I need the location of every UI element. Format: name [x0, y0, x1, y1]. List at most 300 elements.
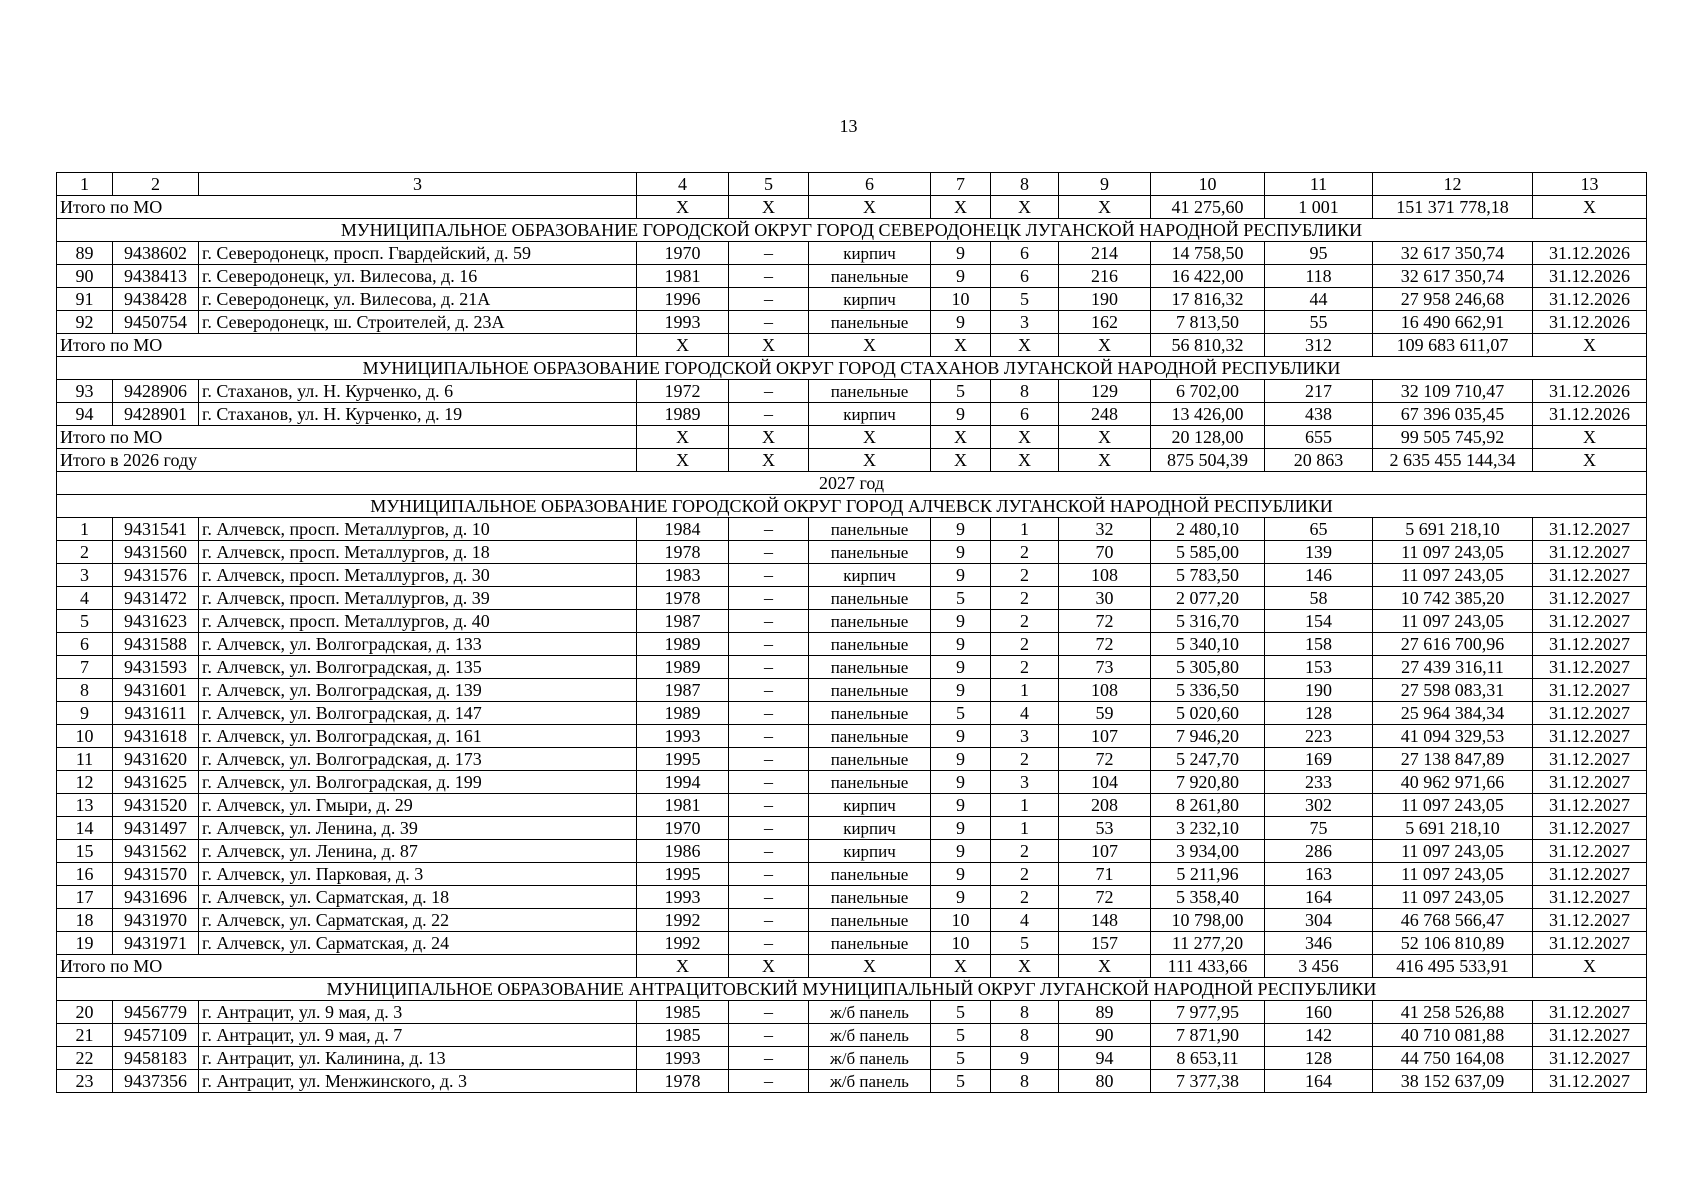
address: г. Алчевск, ул. Сарматская, д. 24 [199, 932, 637, 955]
area: 16 422,00 [1151, 265, 1265, 288]
total-cell: Х [991, 196, 1059, 219]
apartments: 108 [1059, 564, 1151, 587]
column-number: 11 [1265, 173, 1373, 196]
demolition-year: – [729, 794, 809, 817]
cost: 27 958 246,68 [1373, 288, 1533, 311]
residents: 128 [1265, 1047, 1373, 1070]
column-number: 6 [809, 173, 931, 196]
residents: 163 [1265, 863, 1373, 886]
row-number: 6 [57, 633, 113, 656]
total-row [57, 449, 1647, 472]
entrances: 4 [991, 909, 1059, 932]
floors: 9 [931, 817, 991, 840]
year-built: 1987 [637, 679, 729, 702]
building-id: 9431541 [113, 518, 199, 541]
year-built: 1972 [637, 380, 729, 403]
entrances: 8 [991, 380, 1059, 403]
wall-material: кирпич [809, 242, 931, 265]
apartments: 53 [1059, 817, 1151, 840]
residents: 55 [1265, 311, 1373, 334]
deadline: 31.12.2027 [1533, 679, 1647, 702]
building-id: 9431593 [113, 656, 199, 679]
apartments: 32 [1059, 518, 1151, 541]
section-title: МУНИЦИПАЛЬНОЕ ОБРАЗОВАНИЕ ГОРОДСКОЙ ОКРУГ ГОРОД СЕВЕРОДОНЕЦК ЛУГАНСКОЙ НАРОДНОЙ РЕСПУБЛИКИ [57, 219, 1647, 242]
row-number: 5 [57, 610, 113, 633]
total-cell: Х [637, 334, 729, 357]
year-built: 1986 [637, 840, 729, 863]
entrances: 3 [991, 311, 1059, 334]
area: 2 480,10 [1151, 518, 1265, 541]
apartments: 90 [1059, 1024, 1151, 1047]
building-id: 9431971 [113, 932, 199, 955]
total-cell: Х [637, 955, 729, 978]
building-id: 9431576 [113, 564, 199, 587]
total-cell: Х [931, 426, 991, 449]
deadline: 31.12.2026 [1533, 265, 1647, 288]
column-number: 8 [991, 173, 1059, 196]
deadline: 31.12.2026 [1533, 288, 1647, 311]
floors: 5 [931, 1047, 991, 1070]
year-built: 1981 [637, 265, 729, 288]
total-cell: Х [1059, 955, 1151, 978]
entrances: 2 [991, 863, 1059, 886]
year-built: 1970 [637, 242, 729, 265]
table-row [57, 725, 1647, 748]
residents: 217 [1265, 380, 1373, 403]
address: г. Алчевск, просп. Металлургов, д. 39 [199, 587, 637, 610]
table-row [57, 748, 1647, 771]
cost: 32 617 350,74 [1373, 265, 1533, 288]
total-label: Итого по МО [57, 334, 637, 357]
area: 5 211,96 [1151, 863, 1265, 886]
apartments: 73 [1059, 656, 1151, 679]
floors: 9 [931, 633, 991, 656]
column-number: 10 [1151, 173, 1265, 196]
cost: 10 742 385,20 [1373, 587, 1533, 610]
deadline: 31.12.2027 [1533, 610, 1647, 633]
demolition-year: – [729, 403, 809, 426]
building-id: 9458183 [113, 1047, 199, 1070]
building-id: 9431611 [113, 702, 199, 725]
table-row [57, 702, 1647, 725]
cost: 46 768 566,47 [1373, 909, 1533, 932]
table-row [57, 1024, 1647, 1047]
demolition-year: – [729, 587, 809, 610]
demolition-year: – [729, 518, 809, 541]
floors: 9 [931, 794, 991, 817]
wall-material: кирпич [809, 564, 931, 587]
total-cell: 111 433,66 [1151, 955, 1265, 978]
wall-material: панельные [809, 679, 931, 702]
building-id: 9431520 [113, 794, 199, 817]
demolition-year: – [729, 909, 809, 932]
table-row [57, 1070, 1647, 1093]
building-id: 9457109 [113, 1024, 199, 1047]
cost: 11 097 243,05 [1373, 794, 1533, 817]
address: г. Алчевск, ул. Ленина, д. 87 [199, 840, 637, 863]
total-label: Итого по МО [57, 955, 637, 978]
building-id: 9431570 [113, 863, 199, 886]
wall-material: ж/б панель [809, 1024, 931, 1047]
apartments: 72 [1059, 610, 1151, 633]
column-number: 3 [199, 173, 637, 196]
area: 7 920,80 [1151, 771, 1265, 794]
row-number: 92 [57, 311, 113, 334]
area: 5 336,50 [1151, 679, 1265, 702]
row-number: 19 [57, 932, 113, 955]
row-number: 20 [57, 1001, 113, 1024]
area: 5 783,50 [1151, 564, 1265, 587]
building-id: 9431560 [113, 541, 199, 564]
row-number: 11 [57, 748, 113, 771]
demolition-year: – [729, 541, 809, 564]
row-number: 22 [57, 1047, 113, 1070]
area: 7 871,90 [1151, 1024, 1265, 1047]
deadline: 31.12.2027 [1533, 771, 1647, 794]
wall-material: кирпич [809, 288, 931, 311]
column-number: 7 [931, 173, 991, 196]
area: 5 585,00 [1151, 541, 1265, 564]
address: г. Алчевск, ул. Гмыри, д. 29 [199, 794, 637, 817]
demolition-year: – [729, 702, 809, 725]
entrances: 6 [991, 403, 1059, 426]
entrances: 6 [991, 242, 1059, 265]
table-row [57, 518, 1647, 541]
floors: 5 [931, 1001, 991, 1024]
residents: 438 [1265, 403, 1373, 426]
section-title: МУНИЦИПАЛЬНОЕ ОБРАЗОВАНИЕ АНТРАЦИТОВСКИЙ МУНИЦИПАЛЬНЫЙ ОКРУГ ЛУГАНСКОЙ НАРОДНОЙ РЕСПУБЛИКИ [57, 978, 1647, 1001]
total-cell: 655 [1265, 426, 1373, 449]
cost: 16 490 662,91 [1373, 311, 1533, 334]
floors: 10 [931, 932, 991, 955]
row-number: 8 [57, 679, 113, 702]
year-built: 1989 [637, 403, 729, 426]
deadline: 31.12.2027 [1533, 886, 1647, 909]
apartments: 148 [1059, 909, 1151, 932]
section-title: 2027 год [57, 472, 1647, 495]
row-number: 16 [57, 863, 113, 886]
deadline: 31.12.2027 [1533, 1001, 1647, 1024]
total-row [57, 196, 1647, 219]
cost: 67 396 035,45 [1373, 403, 1533, 426]
column-number: 5 [729, 173, 809, 196]
floors: 9 [931, 541, 991, 564]
section-header-row [57, 357, 1647, 380]
demolition-year: – [729, 610, 809, 633]
wall-material: кирпич [809, 840, 931, 863]
total-label: Итого в 2026 году [57, 449, 637, 472]
building-id: 9438428 [113, 288, 199, 311]
cost: 52 106 810,89 [1373, 932, 1533, 955]
floors: 9 [931, 403, 991, 426]
section-header-row [57, 495, 1647, 518]
cost: 40 962 971,66 [1373, 771, 1533, 794]
residents: 302 [1265, 794, 1373, 817]
residents: 142 [1265, 1024, 1373, 1047]
year-built: 1996 [637, 288, 729, 311]
wall-material: ж/б панель [809, 1047, 931, 1070]
cost: 11 097 243,05 [1373, 564, 1533, 587]
wall-material: кирпич [809, 817, 931, 840]
demolition-year: – [729, 1024, 809, 1047]
address: г. Алчевск, ул. Волгоградская, д. 173 [199, 748, 637, 771]
entrances: 1 [991, 518, 1059, 541]
area: 3 934,00 [1151, 840, 1265, 863]
total-cell: Х [991, 426, 1059, 449]
demolition-year: – [729, 656, 809, 679]
year-built: 1993 [637, 1047, 729, 1070]
residents: 223 [1265, 725, 1373, 748]
table-row [57, 656, 1647, 679]
building-id: 9431472 [113, 587, 199, 610]
row-number: 3 [57, 564, 113, 587]
cost: 27 598 083,31 [1373, 679, 1533, 702]
address: г. Северодонецк, просп. Гвардейский, д. 59 [199, 242, 637, 265]
building-id: 9431620 [113, 748, 199, 771]
building-id: 9428901 [113, 403, 199, 426]
deadline: 31.12.2027 [1533, 725, 1647, 748]
total-cell: Х [931, 955, 991, 978]
demolition-year: – [729, 863, 809, 886]
table-row [57, 633, 1647, 656]
year-built: 1970 [637, 817, 729, 840]
apartments: 214 [1059, 242, 1151, 265]
total-cell: Х [1533, 196, 1647, 219]
cost: 11 097 243,05 [1373, 840, 1533, 863]
demolition-year: – [729, 311, 809, 334]
floors: 5 [931, 587, 991, 610]
residents: 65 [1265, 518, 1373, 541]
apartments: 129 [1059, 380, 1151, 403]
cost: 11 097 243,05 [1373, 863, 1533, 886]
deadline: 31.12.2027 [1533, 863, 1647, 886]
deadline: 31.12.2027 [1533, 840, 1647, 863]
building-id: 9438602 [113, 242, 199, 265]
table-row [57, 610, 1647, 633]
year-built: 1993 [637, 725, 729, 748]
apartments: 107 [1059, 840, 1151, 863]
deadline: 31.12.2027 [1533, 656, 1647, 679]
apartments: 94 [1059, 1047, 1151, 1070]
address: г. Северодонецк, ул. Вилесова, д. 16 [199, 265, 637, 288]
wall-material: панельные [809, 863, 931, 886]
floors: 9 [931, 242, 991, 265]
area: 5 358,40 [1151, 886, 1265, 909]
address: г. Алчевск, ул. Сарматская, д. 22 [199, 909, 637, 932]
floors: 10 [931, 909, 991, 932]
wall-material: панельные [809, 932, 931, 955]
year-built: 1995 [637, 748, 729, 771]
floors: 9 [931, 863, 991, 886]
residents: 286 [1265, 840, 1373, 863]
table-row [57, 311, 1647, 334]
area: 14 758,50 [1151, 242, 1265, 265]
area: 7 377,38 [1151, 1070, 1265, 1093]
year-built: 1992 [637, 932, 729, 955]
year-built: 1987 [637, 610, 729, 633]
total-row [57, 955, 1647, 978]
year-built: 1978 [637, 587, 729, 610]
table-row [57, 771, 1647, 794]
address: г. Алчевск, просп. Металлургов, д. 18 [199, 541, 637, 564]
area: 2 077,20 [1151, 587, 1265, 610]
total-row [57, 334, 1647, 357]
deadline: 31.12.2027 [1533, 1047, 1647, 1070]
total-cell: Х [931, 449, 991, 472]
residents: 346 [1265, 932, 1373, 955]
demolition-year: – [729, 265, 809, 288]
table-row [57, 1001, 1647, 1024]
apartments: 72 [1059, 748, 1151, 771]
cost: 5 691 218,10 [1373, 518, 1533, 541]
year-built: 1994 [637, 771, 729, 794]
demolition-year: – [729, 748, 809, 771]
apartments: 248 [1059, 403, 1151, 426]
apartments: 104 [1059, 771, 1151, 794]
residents: 158 [1265, 633, 1373, 656]
row-number: 7 [57, 656, 113, 679]
floors: 9 [931, 748, 991, 771]
entrances: 2 [991, 564, 1059, 587]
total-cell: Х [1059, 449, 1151, 472]
address: г. Алчевск, ул. Волгоградская, д. 133 [199, 633, 637, 656]
address: г. Стаханов, ул. Н. Курченко, д. 19 [199, 403, 637, 426]
year-built: 1985 [637, 1001, 729, 1024]
row-number: 2 [57, 541, 113, 564]
residents: 58 [1265, 587, 1373, 610]
deadline: 31.12.2027 [1533, 587, 1647, 610]
address: г. Алчевск, ул. Сарматская, д. 18 [199, 886, 637, 909]
deadline: 31.12.2027 [1533, 564, 1647, 587]
deadline: 31.12.2027 [1533, 932, 1647, 955]
apartments: 80 [1059, 1070, 1151, 1093]
address: г. Алчевск, просп. Металлургов, д. 40 [199, 610, 637, 633]
residents: 146 [1265, 564, 1373, 587]
cost: 41 258 526,88 [1373, 1001, 1533, 1024]
area: 5 305,80 [1151, 656, 1265, 679]
address: г. Алчевск, ул. Волгоградская, д. 135 [199, 656, 637, 679]
year-built: 1989 [637, 702, 729, 725]
table-row [57, 932, 1647, 955]
apartments: 216 [1059, 265, 1151, 288]
floors: 5 [931, 702, 991, 725]
total-cell: Х [991, 334, 1059, 357]
row-number: 23 [57, 1070, 113, 1093]
area: 17 816,32 [1151, 288, 1265, 311]
building-id: 9438413 [113, 265, 199, 288]
year-built: 1989 [637, 656, 729, 679]
wall-material: панельные [809, 702, 931, 725]
total-cell: 20 128,00 [1151, 426, 1265, 449]
total-cell: Х [1059, 426, 1151, 449]
residents: 169 [1265, 748, 1373, 771]
total-cell: Х [729, 955, 809, 978]
apartments: 190 [1059, 288, 1151, 311]
row-number: 15 [57, 840, 113, 863]
floors: 9 [931, 564, 991, 587]
table-row [57, 679, 1647, 702]
residents: 154 [1265, 610, 1373, 633]
wall-material: кирпич [809, 794, 931, 817]
apartments: 157 [1059, 932, 1151, 955]
deadline: 31.12.2027 [1533, 1070, 1647, 1093]
deadline: 31.12.2027 [1533, 518, 1647, 541]
floors: 10 [931, 288, 991, 311]
address: г. Стаханов, ул. Н. Курченко, д. 6 [199, 380, 637, 403]
total-cell: 99 505 745,92 [1373, 426, 1533, 449]
area: 7 813,50 [1151, 311, 1265, 334]
total-cell: Х [1533, 334, 1647, 357]
entrances: 2 [991, 656, 1059, 679]
wall-material: панельные [809, 380, 931, 403]
column-number-row [57, 173, 1647, 196]
demolition-year: – [729, 932, 809, 955]
area: 3 232,10 [1151, 817, 1265, 840]
total-cell: 3 456 [1265, 955, 1373, 978]
deadline: 31.12.2027 [1533, 702, 1647, 725]
total-cell: Х [1533, 426, 1647, 449]
entrances: 2 [991, 587, 1059, 610]
address: г. Антрацит, ул. 9 мая, д. 7 [199, 1024, 637, 1047]
residents: 95 [1265, 242, 1373, 265]
demolition-year: – [729, 679, 809, 702]
floors: 9 [931, 840, 991, 863]
address: г. Алчевск, ул. Волгоградская, д. 199 [199, 771, 637, 794]
demolition-year: – [729, 242, 809, 265]
area: 11 277,20 [1151, 932, 1265, 955]
total-cell: Х [1533, 449, 1647, 472]
demolition-year: – [729, 817, 809, 840]
address: г. Алчевск, ул. Волгоградская, д. 161 [199, 725, 637, 748]
deadline: 31.12.2026 [1533, 380, 1647, 403]
wall-material: панельные [809, 656, 931, 679]
floors: 9 [931, 679, 991, 702]
building-id: 9431618 [113, 725, 199, 748]
entrances: 2 [991, 633, 1059, 656]
apartments: 72 [1059, 886, 1151, 909]
year-built: 1993 [637, 311, 729, 334]
area: 13 426,00 [1151, 403, 1265, 426]
wall-material: панельные [809, 748, 931, 771]
total-cell: 20 863 [1265, 449, 1373, 472]
residents: 75 [1265, 817, 1373, 840]
row-number: 93 [57, 380, 113, 403]
deadline: 31.12.2026 [1533, 242, 1647, 265]
floors: 5 [931, 1024, 991, 1047]
entrances: 2 [991, 886, 1059, 909]
table-row [57, 1047, 1647, 1070]
total-cell: Х [931, 196, 991, 219]
area: 8 261,80 [1151, 794, 1265, 817]
section-title: МУНИЦИПАЛЬНОЕ ОБРАЗОВАНИЕ ГОРОДСКОЙ ОКРУГ ГОРОД СТАХАНОВ ЛУГАНСКОЙ НАРОДНОЙ РЕСПУБЛИКИ [57, 357, 1647, 380]
wall-material: кирпич [809, 403, 931, 426]
table-row [57, 403, 1647, 426]
entrances: 2 [991, 748, 1059, 771]
cost: 11 097 243,05 [1373, 541, 1533, 564]
total-cell: Х [637, 426, 729, 449]
year-built: 1995 [637, 863, 729, 886]
building-id: 9431696 [113, 886, 199, 909]
residents: 190 [1265, 679, 1373, 702]
floors: 9 [931, 311, 991, 334]
residents: 164 [1265, 886, 1373, 909]
apartments: 59 [1059, 702, 1151, 725]
wall-material: панельные [809, 587, 931, 610]
building-id: 9456779 [113, 1001, 199, 1024]
residents: 118 [1265, 265, 1373, 288]
year-built: 1978 [637, 1070, 729, 1093]
table-row [57, 541, 1647, 564]
